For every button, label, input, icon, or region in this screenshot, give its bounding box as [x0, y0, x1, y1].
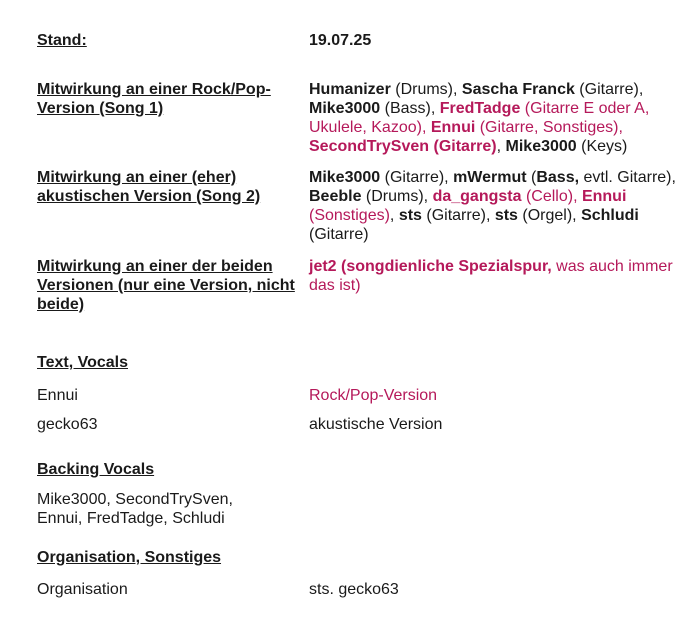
vocals-heading-row: [37, 353, 682, 372]
vocals-row-2: [37, 415, 682, 434]
orga-heading: Organisation, Sonstiges: [37, 549, 222, 566]
participant-detail: (Cello),: [521, 188, 582, 205]
song2-participants: [309, 168, 682, 244]
both-label: Mitwirkung an einer der beiden Versionen (nur eine Version, nicht beide): [37, 258, 295, 313]
orga-row: [37, 580, 682, 599]
song1-row: [37, 80, 682, 156]
participant-name: Bass,: [536, 169, 580, 186]
participant-detail: (Sonstiges): [309, 207, 390, 224]
both-participants: [309, 257, 682, 314]
participant-name: Mike3000: [309, 100, 381, 117]
backing-heading-row: [37, 460, 682, 479]
participant-detail: evtl. Gitarre),: [579, 169, 676, 186]
participant-name: SecondTrySven (Gitarre): [309, 138, 497, 155]
song1-participants: [309, 80, 682, 156]
participant-name: sts: [398, 207, 422, 224]
backing-row: [37, 490, 682, 528]
participant-name: jet2 (songdienliche Spezialspur,: [309, 258, 552, 275]
backing-heading: Backing Vocals: [37, 461, 155, 478]
participant-detail: ,: [496, 138, 506, 155]
participant-detail: (Gitarre),: [574, 81, 644, 98]
participant-name: Mike3000: [309, 169, 381, 186]
participant-detail: (: [526, 169, 537, 186]
orga-heading-row: [37, 548, 682, 567]
participant-name: da_gangsta: [432, 188, 522, 205]
participant-detail: (Gitarre E oder A, Ukulele, Kazoo),: [309, 100, 650, 136]
participant-name: Humanizer: [309, 81, 391, 98]
stand-row: [37, 31, 682, 50]
song2-row: [37, 168, 682, 244]
vocals-name: Ennui: [37, 387, 78, 404]
participant-name: Ennui: [581, 188, 627, 205]
participant-detail: (Gitarre),: [380, 169, 454, 186]
participant-detail: (Gitarre): [309, 226, 369, 243]
vocals-heading: Text, Vocals: [37, 354, 128, 371]
participant-detail: was auch immer das ist): [309, 258, 673, 294]
orga-value: sts. gecko63: [309, 581, 399, 598]
participant-detail: (Drums),: [361, 188, 433, 205]
participant-detail: (Gitarre),: [421, 207, 495, 224]
stand-date: 19.07.25: [309, 32, 372, 49]
participant-detail: (Orgel),: [517, 207, 582, 224]
participant-name: FredTadge: [439, 100, 521, 117]
stand-label: Stand:: [37, 32, 87, 49]
vocals-row-1: [37, 386, 682, 405]
orga-label: Organisation: [37, 581, 128, 598]
participant-detail: (Keys): [576, 138, 628, 155]
vocals-version: akustische Version: [309, 416, 443, 433]
participant-name: Ennui: [430, 119, 476, 136]
participant-name: Beeble: [309, 188, 362, 205]
participant-detail: (Bass),: [380, 100, 440, 117]
song1-label: Mitwirkung an einer Rock/Pop-Version (Song 1): [37, 81, 271, 117]
participant-detail: (Drums),: [390, 81, 462, 98]
song2-label: Mitwirkung an einer (eher) akustischen Version (Song 2): [37, 169, 261, 205]
participant-name: mWermut: [453, 169, 527, 186]
vocals-name: gecko63: [37, 416, 98, 433]
backing-names: Mike3000, SecondTrySven, Ennui, FredTadge, Schludi: [37, 491, 233, 527]
participant-detail: ,: [389, 207, 399, 224]
participant-detail: (Gitarre, Sonstiges),: [475, 119, 623, 136]
participant-name: sts: [494, 207, 518, 224]
both-row: [37, 257, 682, 314]
participant-name: Sascha Franck: [461, 81, 575, 98]
participant-name: Mike3000: [505, 138, 577, 155]
participant-name: Schludi: [581, 207, 639, 224]
vocals-version: Rock/Pop-Version: [309, 387, 438, 404]
